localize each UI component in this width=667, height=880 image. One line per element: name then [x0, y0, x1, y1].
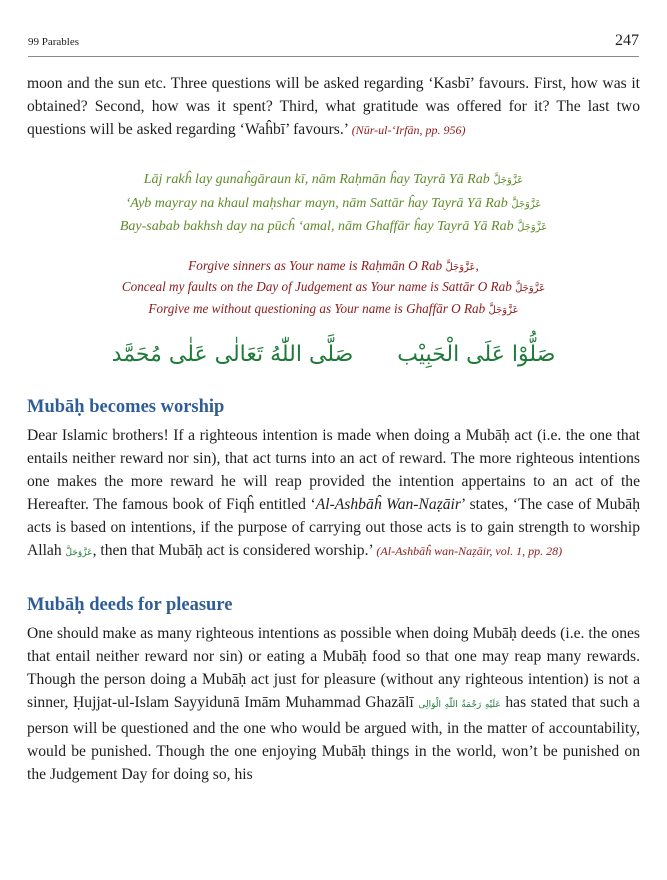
honorific: عَزَّوَجَلَّ [515, 283, 546, 294]
verse-line: ‘Ayb mayray na khaul maḥshar mayn, nām Sattār ĥay Tayrā Yā Rab عَزَّوَجَلَّ [125, 195, 542, 211]
intro-citation: (Nūr-ul-‘Irfān, pp. 956) [351, 123, 466, 137]
salawat-line [27, 342, 640, 367]
verse-line: Forgive sinners as Your name is Raḥmān O Rab عَزَّوَجَلَّ, [188, 257, 479, 273]
transliteration-verse [27, 169, 640, 240]
section-heading: Mubāḥ deeds for pleasure [27, 595, 233, 615]
honorific: عَزَّوَجَلَّ [488, 304, 519, 316]
section-paragraph: Dear Islamic brothers! If a righteous intention is made when doing a Mubāḥ act (i.e. the one that entails neither reward nor sin), that act turns into an act of reward. The more righteous intentions one makes the more reward he will reap provided the intention appertains to an act of the Hereafter. The famous book of Fiqĥ entitled ‘Al-Ashbāĥ Wan-Naẓāir’ states, ‘The case of Mubāḥ acts is based on intentions, if the purpose of carrying out those acts is to gain strength to worship Allah عَزَّوَجَلَّ, then that Mubāḥ act is considered worship.’ (Al-Ashbāĥ wan-Naẓāir, vol. 1, pp. 28) [27, 427, 640, 559]
honorific: عَلَيْهِ رَحْمَةُ اللّٰهِ الْوَالِى [418, 700, 501, 710]
verse-line: Lāj rakĥ lay gunaĥgāraun kī, nām Raḥmān ĥay Tayrā Yā Rab عَزَّوَجَلَّ [143, 172, 524, 187]
section-paragraph: One should make as many righteous intentions as possible when doing Mubāḥ deeds (i.e. the ones that entail neither reward nor sin) or eating a Mubāḥ food so that one may reap many rewards. Though the person doing a Mubāḥ act just for pleasure (without any righteous intention) is not a sinner, Ḥujjat-ul-Islam Sayyidunā Imām Muhammad Ghazālī عَلَيْهِ رَحْمَةُ اللّٰهِ الْوَالِى has stated that such a person will be questioned and the one who would be argued with, in the matter of accountability, would be punished. Though the one enjoying Mubāḥ things in the world, won’t be punished on the Judgement Day for doing so, his [27, 625, 640, 783]
verse-line: Forgive me without questioning as Your name is Ghaffār O Rab عَزَّوَجَلَّ [148, 300, 519, 316]
honorific: عَزَّوَجَلَّ [65, 548, 93, 558]
book-title: 99 Parables [28, 36, 80, 48]
page-header [28, 30, 639, 57]
section-heading: Mubāḥ becomes worship [27, 397, 225, 417]
intro-paragraph [27, 72, 640, 142]
intro-text: moon and the sun etc. Three questions will be asked regarding ‘Kasbī’ favours. First, how was it obtained? Second, how was it spent? Third, what gratitude was offered for it? The last two questions will be asked regarding ‘Waĥbī’ favours.’ [27, 75, 640, 138]
honorific: عَزَّوَجَلَّ [493, 175, 524, 186]
page-content [27, 72, 640, 786]
page-number: 247 [615, 32, 639, 49]
verse-line: Conceal my faults on the Day of Judgement as Your name is Sattār O Rab عَزَّوَجَلَّ [121, 279, 546, 294]
salawat-call: صَلُّوْا عَلَى الْحَبِيْب [397, 342, 556, 367]
honorific: عَزَّوَجَلَّ [445, 261, 476, 273]
salawat-response: صَلَّى اللّٰهُ تَعَالٰى عَلٰى مُحَمَّد [111, 342, 354, 367]
honorific: عَزَّوَجَلَّ [511, 198, 542, 210]
translation-verse [27, 256, 640, 321]
honorific: عَزَّوَجَلَّ [517, 222, 548, 233]
verse-line: Bay-sabab bakhsh day na pūcĥ ‘amal, nām Ghaffār ĥay Tayrā Yā Rab عَزَّوَجَلَّ [119, 219, 548, 234]
book-name: Al-Ashbāĥ Wan-Naẓāir [315, 496, 461, 513]
section-citation: (Al-Ashbāĥ wan-Naẓāir, vol. 1, pp. 28) [376, 544, 563, 558]
